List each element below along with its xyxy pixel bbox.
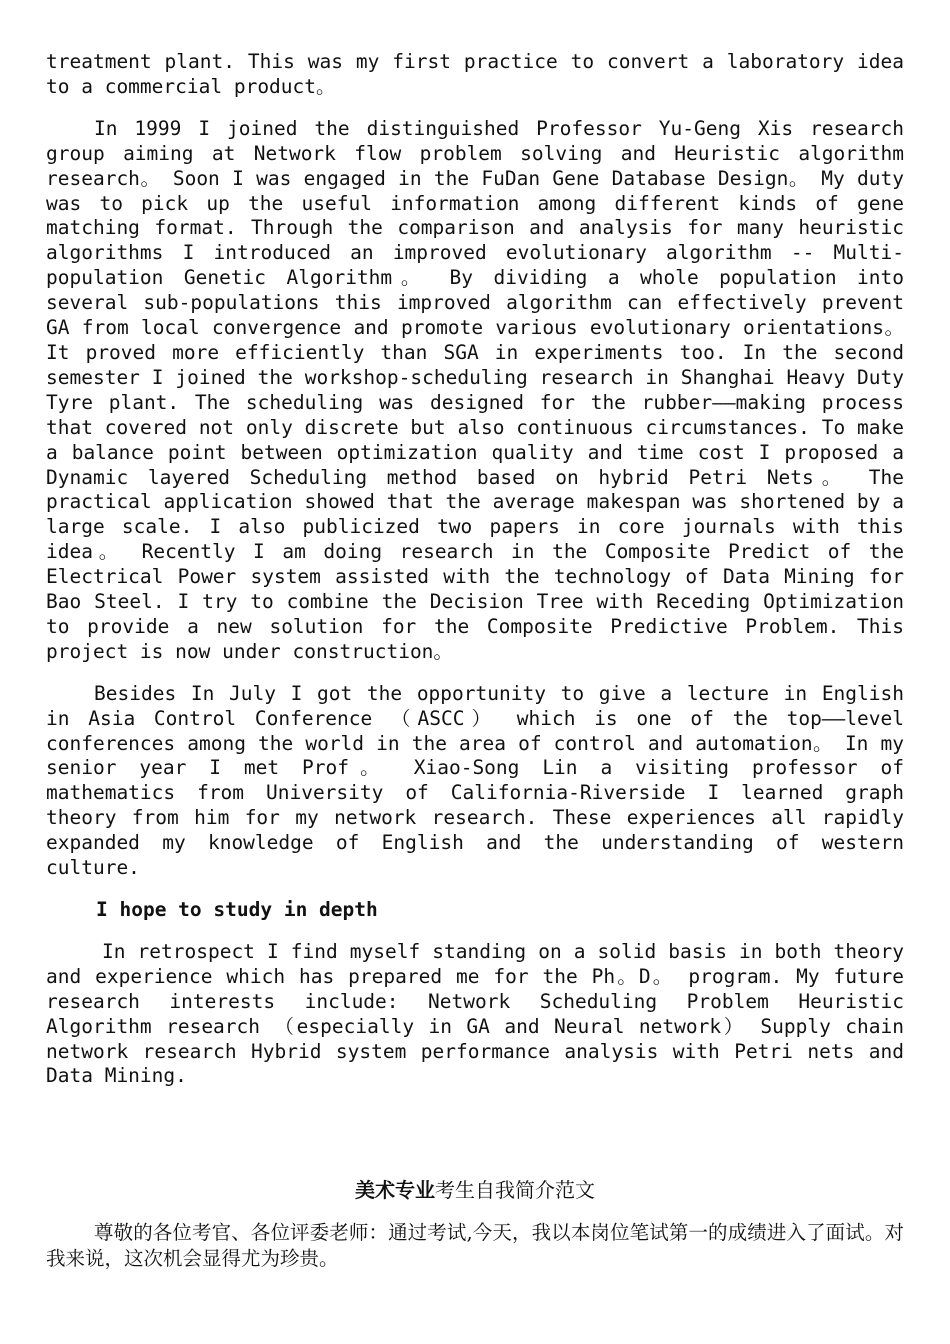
cn-paragraph: 尊敬的各位考官、各位评委老师：通过考试,今天，我以本岗位笔试第一的成绩进入了面试。对我来说，这次机会显得尤为珍贵。 [46, 1221, 904, 1270]
cn-section-title [0, 1175, 950, 1205]
paragraph-retrospect: In retrospect I find myself standing on a solid basis in both theory and experience which has prepared me for the Ph。D。 program. My future research interests include: Network Scheduling Problem Heuristic Algorithm research （especially in GA and Neural network） Supply chain network research Hybrid system performance analysis with Petri nets and Data Mining. [46, 939, 904, 1088]
paragraph-gap [46, 923, 904, 940]
paragraph-intro: treatment plant. This was my first practice to convert a laboratory idea to a commercial product。 [46, 50, 904, 98]
cn-title-bold: 美术专业 [355, 1178, 435, 1202]
paragraph-besides: Besides In July I got the opportunity to give a lecture in English in Asia Control Conference （ASCC） which is one of the top——level conferences among the world in the area of control and automation。 In my senior year I met Prof。 Xiao-Song Lin a visiting professor of mathematics from University of California-Riverside I learned graph theory from him for my network research. These experiences all rapidly expanded my knowledge of English and the understanding of western culture. [46, 681, 904, 880]
paragraph-gap [46, 881, 904, 898]
section-heading: I hope to study in depth [96, 898, 378, 921]
cn-title-rest: 考生自我简介范文 [435, 1178, 595, 1202]
paragraph-gap [46, 100, 904, 117]
paragraph-research-1999: In 1999 I joined the distinguished Professor Yu-Geng Xis research group aiming at Network flow problem solving and Heuristic algorithm research。 Soon I was engaged in the FuDan Gene Database Design。 My duty was to pick up the useful information among different kinds of gene matching format. Through the comparison and analysis for many heuristic algorithms I introduced an improved evolutionary algorithm -- Multi-population Genetic Algorithm。 By dividing a whole population into several sub-populations this improved algorithm can effectively prevent GA from local convergence and promote various evolutionary orientations。 It proved more efficiently than SGA in experiments too. In the second semester I joined the workshop-scheduling research in Shanghai Heavy Duty Tyre plant. The scheduling was designed for the rubber——making process that covered not only discrete but also continuous circumstances. To make a balance point between optimization quality and time cost I proposed a Dynamic layered Scheduling method based on hybrid Petri Nets。 The practical application showed that the average makespan was shortened by a large scale. I also publicized two papers in core journals with this idea。 Recently I am doing research in the Composite Predict of the Electrical Power system assisted with the technology of Data Mining for Bao Steel. I try to combine the Decision Tree with Receding Optimization to provide a new solution for the Composite Predictive Problem. This project is now under construction。 [46, 116, 904, 663]
document-body [46, 50, 904, 1089]
paragraph-gap [46, 665, 904, 682]
